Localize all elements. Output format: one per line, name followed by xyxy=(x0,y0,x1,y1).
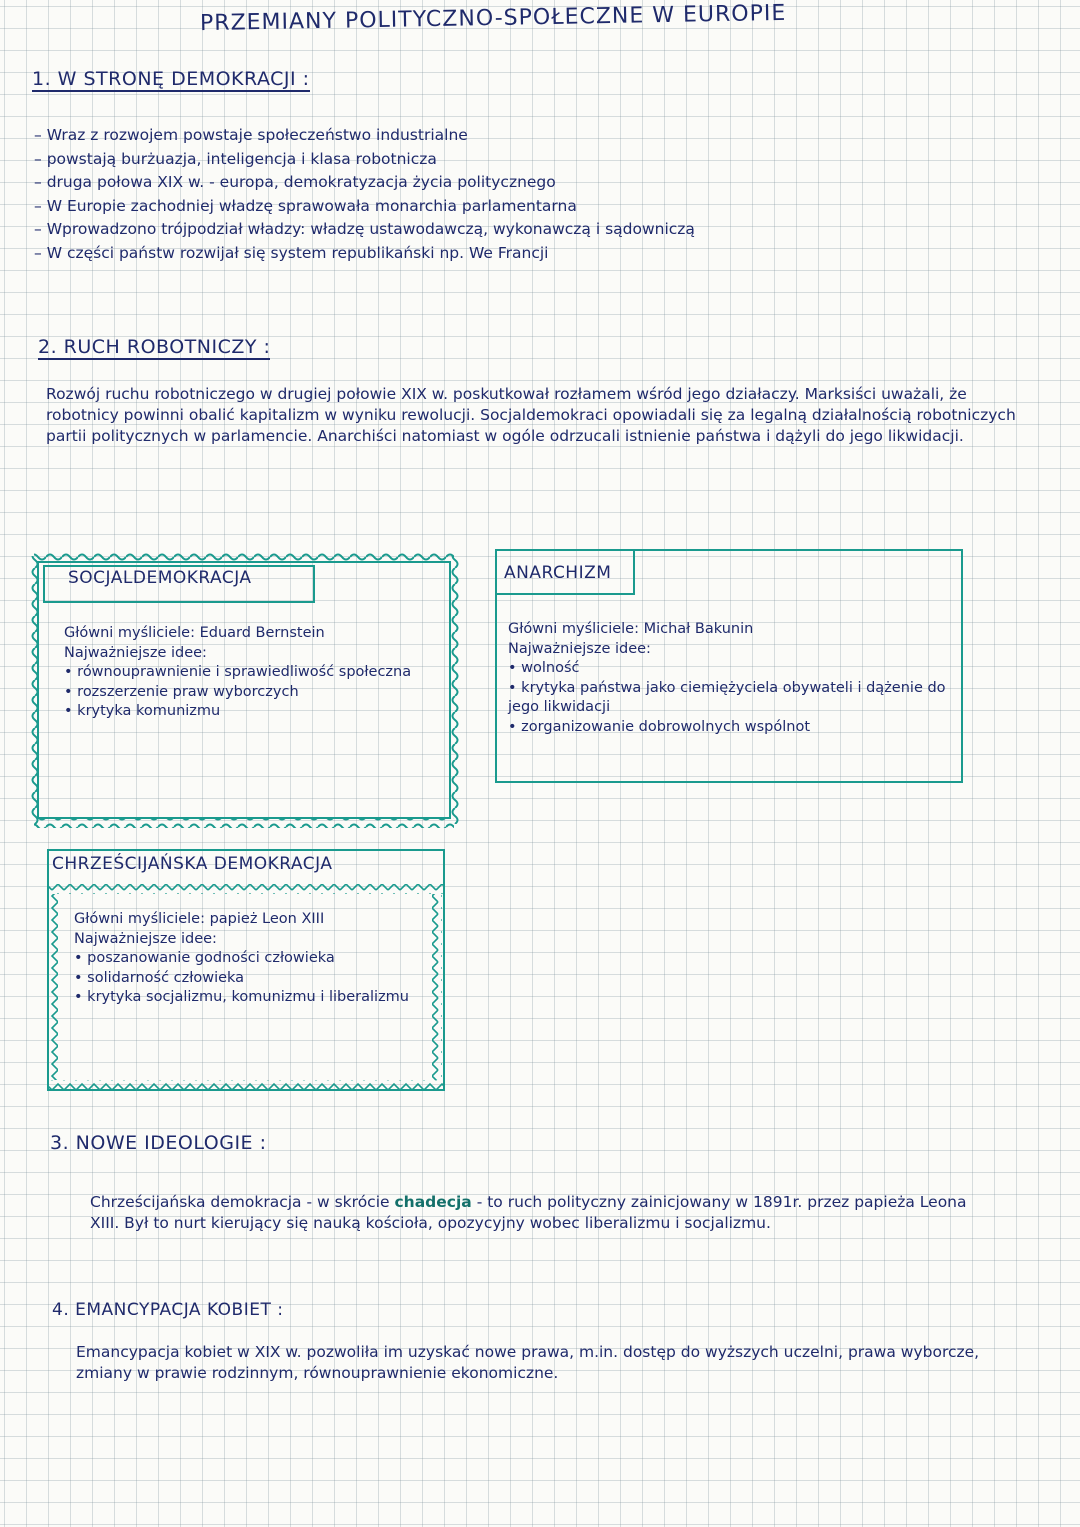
chrzescijanska-ideas-label: Najważniejsze idee: xyxy=(74,930,217,947)
list-item: – powstają burżuazja, inteligencja i klasa robotnicza xyxy=(34,148,1034,172)
anarchizm-thinkers: Główni myśliciele: Michał Bakunin xyxy=(508,621,754,637)
chrzescijanska-title: CHRZEŚCIJAŃSKA DEMOKRACJA xyxy=(52,854,333,874)
list-item: – Wraz z rozwojem powstaje społeczeństwo industrialne xyxy=(34,124,1034,148)
list-item: – druga połowa XIX w. - europa, demokratyzacja życia politycznego xyxy=(34,171,1034,195)
section-3-paragraph xyxy=(90,1192,1000,1234)
section-2-heading: 2. RUCH ROBOTNICZY : xyxy=(38,336,271,358)
list-item: • krytyka socjalizmu, komunizmu i liberalizmu xyxy=(74,988,430,1008)
anarchizm-title: ANARCHIZM xyxy=(504,563,612,583)
section-3-lead: Chrześcijańska demokracja - w skrócie xyxy=(90,1193,390,1211)
socjaldemokracja-thinkers: Główni myśliciele: Eduard Bernstein xyxy=(64,625,325,641)
section-2-paragraph: Rozwój ruchu robotniczego w drugiej połowie XIX w. poskutkował rozłamem wśród jego działaczy. Marksiści uważali, że robotnicy powinni obalić kapitalizm w wyniku rewolucji. Socjaldemokraci opowiadali się za legalną działalnością robotniczych partii politycznych w parlamencie. Anarchiści natomiast w ogóle odrzucali istnienie państwa i dążyli do jego likwidacji. xyxy=(46,385,1016,445)
list-item: • rozszerzenie praw wyborczych xyxy=(64,683,444,703)
list-item: – W Europie zachodniej władzę sprawowała monarchia parlamentarna xyxy=(34,195,1034,219)
section-1-heading: 1. W STRONĘ DEMOKRACJI : xyxy=(32,68,310,90)
chrzescijanska-thinkers: Główni myśliciele: papież Leon XIII xyxy=(74,911,325,927)
page-title: PRZEMIANY POLITYCZNO-SPOŁECZNE W EUROPIE xyxy=(199,0,787,37)
section-3-rest: - to ruch polityczny zainicjowany w 1891r. przez papieża Leona XIII. Był to nurt kierujący się nauką kościoła, opozycyjny wobec liberalizmu i socjalizmu. xyxy=(90,1193,967,1232)
anarchizm-ideas xyxy=(508,659,956,737)
chrzescijanska-content xyxy=(74,910,430,1008)
list-item: • krytyka państwa jako ciemiężyciela obywateli i dążenie do jego likwidacji xyxy=(508,679,956,718)
socjaldemokracja-ideas xyxy=(64,663,444,722)
socjaldemokracja-title: SOCJALDEMOKRACJA xyxy=(68,568,252,588)
chadecja-highlight: chadecja xyxy=(394,1193,472,1211)
anarchizm-content xyxy=(508,620,956,737)
list-item: • wolność xyxy=(508,659,956,679)
section-4-paragraph: Emancypacja kobiet w XIX w. pozwoliła im uzyskać nowe prawa, m.in. dostęp do wyższych uczelni, prawa wyborcze, zmiany w prawie rodzinnym, równouprawnienie ekonomiczne. xyxy=(76,1343,980,1382)
list-item: • solidarność człowieka xyxy=(74,969,430,989)
socjaldemokracja-ideas-label: Najważniejsze idee: xyxy=(64,644,207,661)
list-item: • równouprawnienie i sprawiedliwość społeczna xyxy=(64,663,444,683)
anarchizm-ideas-label: Najważniejsze idee: xyxy=(508,640,651,657)
list-item: • krytyka komunizmu xyxy=(64,702,444,722)
list-item: – Wprowadzono trójpodział władzy: władzę ustawodawczą, wykonawczą i sądowniczą xyxy=(34,218,1034,242)
socjaldemokracja-content xyxy=(64,624,444,722)
list-item: • poszanowanie godności człowieka xyxy=(74,949,430,969)
chrzescijanska-ideas xyxy=(74,949,430,1008)
list-item: – W części państw rozwijał się system republikański np. We Francji xyxy=(34,242,1034,266)
section-3-heading: 3. NOWE IDEOLOGIE : xyxy=(50,1132,267,1154)
section-4-heading: 4. EMANCYPACJA KOBIET : xyxy=(52,1300,284,1320)
list-item: • zorganizowanie dobrowolnych wspólnot xyxy=(508,718,956,738)
section-1-list xyxy=(34,124,1034,265)
